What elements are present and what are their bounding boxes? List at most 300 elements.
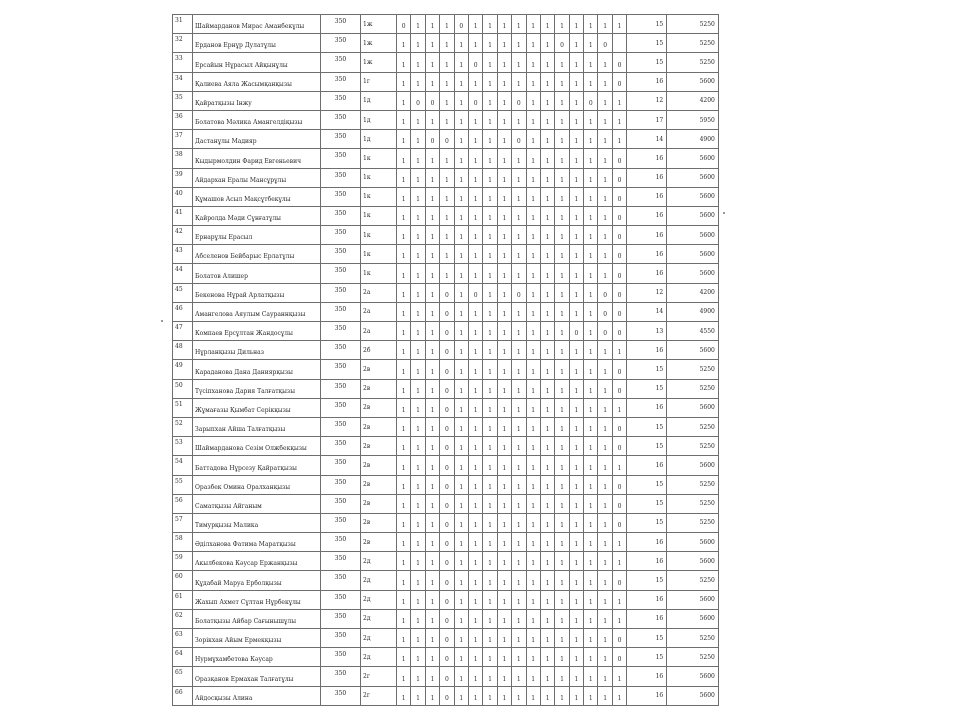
attendance-mark: 1 bbox=[454, 53, 468, 72]
attendance-mark: 1 bbox=[468, 571, 482, 590]
attendance-mark: 1 bbox=[397, 360, 411, 379]
attendance-mark: 0 bbox=[512, 283, 526, 302]
amount-sum: 5600 bbox=[667, 456, 719, 475]
attendance-mark: 1 bbox=[425, 648, 439, 667]
row-number: 41 bbox=[173, 206, 193, 225]
attendance-mark: 1 bbox=[555, 456, 569, 475]
student-name: Айдосқызы Алина bbox=[193, 686, 321, 705]
attendance-mark: 0 bbox=[440, 322, 454, 341]
attendance-mark: 1 bbox=[411, 648, 425, 667]
attendance-mark: 1 bbox=[454, 245, 468, 264]
attendance-mark: 1 bbox=[497, 264, 511, 283]
attendance-mark: 1 bbox=[397, 264, 411, 283]
attendance-mark: 1 bbox=[483, 513, 497, 532]
attendance-mark: 1 bbox=[397, 187, 411, 206]
attendance-mark: 1 bbox=[512, 110, 526, 129]
attendance-mark: 1 bbox=[612, 686, 626, 705]
attendance-mark: 1 bbox=[483, 552, 497, 571]
attendance-mark: 1 bbox=[397, 283, 411, 302]
attendance-mark: 1 bbox=[468, 149, 482, 168]
attendance-mark: 1 bbox=[584, 686, 598, 705]
attendance-mark: 1 bbox=[425, 149, 439, 168]
table-row bbox=[173, 629, 719, 648]
row-number: 53 bbox=[173, 437, 193, 456]
attendance-mark: 1 bbox=[569, 513, 583, 532]
attendance-mark: 1 bbox=[397, 456, 411, 475]
student-name: Ерданов Ернұр Дулатұлы bbox=[193, 34, 321, 53]
attendance-mark: 1 bbox=[540, 360, 554, 379]
attendance-mark: 1 bbox=[425, 609, 439, 628]
table-row bbox=[173, 494, 719, 513]
table-row bbox=[173, 533, 719, 552]
attendance-mark: 1 bbox=[468, 494, 482, 513]
attendance-mark: 0 bbox=[440, 130, 454, 149]
attendance-mark: 1 bbox=[483, 206, 497, 225]
attendance-mark: 1 bbox=[512, 206, 526, 225]
attendance-mark: 1 bbox=[397, 533, 411, 552]
student-name: Ерсайын Нұрасыл Айқынұлы bbox=[193, 53, 321, 72]
attendance-mark: 1 bbox=[555, 379, 569, 398]
attendance-mark: 1 bbox=[584, 245, 598, 264]
attendance-mark: 1 bbox=[584, 648, 598, 667]
attendance-mark: 1 bbox=[584, 360, 598, 379]
attendance-mark: 1 bbox=[555, 91, 569, 110]
days-total: 15 bbox=[627, 34, 667, 53]
attendance-mark: 1 bbox=[411, 168, 425, 187]
attendance-mark: 1 bbox=[526, 15, 540, 34]
attendance-mark: 1 bbox=[468, 360, 482, 379]
attendance-mark: 1 bbox=[598, 571, 612, 590]
attendance-mark: 1 bbox=[497, 110, 511, 129]
attendance-mark: 1 bbox=[483, 91, 497, 110]
row-number: 36 bbox=[173, 110, 193, 129]
attendance-mark: 1 bbox=[497, 341, 511, 360]
attendance-mark: 0 bbox=[440, 341, 454, 360]
attendance-mark: 1 bbox=[526, 168, 540, 187]
attendance-mark: 1 bbox=[569, 590, 583, 609]
table-row bbox=[173, 379, 719, 398]
attendance-mark: 1 bbox=[411, 226, 425, 245]
row-number: 54 bbox=[173, 456, 193, 475]
attendance-mark: 0 bbox=[440, 494, 454, 513]
attendance-mark: 1 bbox=[540, 667, 554, 686]
attendance-mark: 0 bbox=[440, 648, 454, 667]
days-total: 16 bbox=[627, 398, 667, 417]
class-label: 1ж bbox=[361, 34, 397, 53]
row-number: 62 bbox=[173, 609, 193, 628]
attendance-mark: 1 bbox=[468, 245, 482, 264]
table-row bbox=[173, 302, 719, 321]
days-total: 15 bbox=[627, 437, 667, 456]
attendance-mark: 1 bbox=[584, 494, 598, 513]
attendance-mark: 1 bbox=[526, 264, 540, 283]
student-name: Акылбекова Кәусар Ержанқызы bbox=[193, 552, 321, 571]
attendance-mark: 1 bbox=[512, 629, 526, 648]
attendance-mark: 1 bbox=[540, 571, 554, 590]
attendance-mark: 1 bbox=[526, 187, 540, 206]
class-label: 2в bbox=[361, 533, 397, 552]
attendance-mark: 1 bbox=[569, 437, 583, 456]
class-label: 1ж bbox=[361, 15, 397, 34]
attendance-mark: 0 bbox=[612, 302, 626, 321]
attendance-mark: 1 bbox=[555, 494, 569, 513]
student-name: Дастанұлы Мадияр bbox=[193, 130, 321, 149]
attendance-mark: 1 bbox=[526, 53, 540, 72]
attendance-mark: 1 bbox=[569, 494, 583, 513]
attendance-mark: 1 bbox=[425, 341, 439, 360]
attendance-mark: 0 bbox=[612, 437, 626, 456]
meal-price: 350 bbox=[321, 264, 361, 283]
attendance-mark: 1 bbox=[598, 648, 612, 667]
table-row bbox=[173, 245, 719, 264]
attendance-mark: 0 bbox=[584, 91, 598, 110]
meal-price: 350 bbox=[321, 341, 361, 360]
attendance-mark: 1 bbox=[397, 34, 411, 53]
table-row bbox=[173, 264, 719, 283]
attendance-mark: 1 bbox=[555, 15, 569, 34]
attendance-mark: 1 bbox=[397, 398, 411, 417]
attendance-mark: 1 bbox=[454, 283, 468, 302]
attendance-mark: 0 bbox=[612, 648, 626, 667]
attendance-mark: 1 bbox=[540, 686, 554, 705]
student-name: Болатов Алишер bbox=[193, 264, 321, 283]
days-total: 16 bbox=[627, 609, 667, 628]
attendance-mark: 0 bbox=[468, 53, 482, 72]
attendance-mark: 0 bbox=[612, 417, 626, 436]
student-name: Қалиева Аяла Жасымқанқызы bbox=[193, 72, 321, 91]
attendance-mark: 1 bbox=[397, 590, 411, 609]
attendance-mark: 1 bbox=[411, 360, 425, 379]
amount-sum: 5600 bbox=[667, 398, 719, 417]
attendance-mark: 1 bbox=[454, 149, 468, 168]
attendance-mark: 1 bbox=[411, 302, 425, 321]
days-total: 16 bbox=[627, 686, 667, 705]
attendance-mark: 1 bbox=[483, 398, 497, 417]
attendance-mark: 1 bbox=[584, 110, 598, 129]
row-number: 49 bbox=[173, 360, 193, 379]
meal-price: 350 bbox=[321, 187, 361, 206]
attendance-mark: 1 bbox=[397, 686, 411, 705]
days-total: 15 bbox=[627, 571, 667, 590]
attendance-mark: 1 bbox=[569, 34, 583, 53]
table-row bbox=[173, 206, 719, 225]
attendance-mark: 1 bbox=[540, 533, 554, 552]
attendance-mark: 1 bbox=[584, 533, 598, 552]
days-total: 16 bbox=[627, 168, 667, 187]
attendance-mark: 1 bbox=[612, 533, 626, 552]
attendance-mark: 1 bbox=[411, 667, 425, 686]
attendance-mark: 1 bbox=[540, 629, 554, 648]
days-total: 16 bbox=[627, 264, 667, 283]
class-label: 1д bbox=[361, 130, 397, 149]
attendance-mark: 0 bbox=[425, 91, 439, 110]
attendance-mark: 1 bbox=[483, 590, 497, 609]
attendance-mark: 1 bbox=[483, 379, 497, 398]
attendance-mark: 1 bbox=[397, 475, 411, 494]
class-label: 1к bbox=[361, 226, 397, 245]
attendance-mark: 1 bbox=[483, 341, 497, 360]
attendance-mark: 1 bbox=[425, 302, 439, 321]
attendance-mark: 1 bbox=[526, 226, 540, 245]
attendance-mark: 1 bbox=[425, 168, 439, 187]
attendance-mark: 1 bbox=[425, 15, 439, 34]
attendance-mark: 1 bbox=[584, 513, 598, 532]
attendance-mark: 1 bbox=[555, 475, 569, 494]
table-row bbox=[173, 130, 719, 149]
attendance-mark: 1 bbox=[425, 72, 439, 91]
attendance-mark: 1 bbox=[512, 379, 526, 398]
attendance-mark: 1 bbox=[598, 552, 612, 571]
attendance-mark: 0 bbox=[598, 322, 612, 341]
attendance-mark: 1 bbox=[540, 226, 554, 245]
attendance-mark: 1 bbox=[526, 609, 540, 628]
row-number: 50 bbox=[173, 379, 193, 398]
attendance-mark: 1 bbox=[497, 245, 511, 264]
attendance-mark: 1 bbox=[540, 264, 554, 283]
student-name: Әділханова Фатима Маратқызы bbox=[193, 533, 321, 552]
attendance-mark: 1 bbox=[569, 15, 583, 34]
attendance-mark: 1 bbox=[497, 130, 511, 149]
amount-sum: 5600 bbox=[667, 590, 719, 609]
attendance-mark: 1 bbox=[540, 322, 554, 341]
row-number: 44 bbox=[173, 264, 193, 283]
student-name: Жахып Ахмет Сұлтан Нұрбекұлы bbox=[193, 590, 321, 609]
attendance-mark: 1 bbox=[497, 437, 511, 456]
attendance-mark: 1 bbox=[598, 72, 612, 91]
attendance-mark: 1 bbox=[584, 187, 598, 206]
attendance-mark: 1 bbox=[584, 437, 598, 456]
attendance-mark: 1 bbox=[512, 72, 526, 91]
attendance-mark: 1 bbox=[454, 456, 468, 475]
days-total: 16 bbox=[627, 590, 667, 609]
attendance-mark: 1 bbox=[584, 341, 598, 360]
meal-price: 350 bbox=[321, 456, 361, 475]
amount-sum: 5600 bbox=[667, 667, 719, 686]
attendance-mark: 1 bbox=[584, 206, 598, 225]
attendance-mark: 1 bbox=[540, 341, 554, 360]
attendance-mark: 1 bbox=[454, 552, 468, 571]
attendance-mark: 1 bbox=[569, 609, 583, 628]
meal-price: 350 bbox=[321, 398, 361, 417]
attendance-mark: 1 bbox=[598, 149, 612, 168]
attendance-mark: 1 bbox=[468, 130, 482, 149]
attendance-mark: 1 bbox=[497, 15, 511, 34]
attendance-mark: 1 bbox=[598, 475, 612, 494]
attendance-mark: 1 bbox=[512, 437, 526, 456]
row-number: 40 bbox=[173, 187, 193, 206]
row-number: 64 bbox=[173, 648, 193, 667]
attendance-mark: 1 bbox=[454, 686, 468, 705]
attendance-mark: 1 bbox=[454, 379, 468, 398]
student-name: Жұмағазы Қымбат Серікқызы bbox=[193, 398, 321, 417]
attendance-mark: 1 bbox=[483, 475, 497, 494]
amount-sum: 5600 bbox=[667, 341, 719, 360]
meal-price: 350 bbox=[321, 379, 361, 398]
amount-sum: 5950 bbox=[667, 110, 719, 129]
attendance-mark: 1 bbox=[425, 264, 439, 283]
table-row bbox=[173, 648, 719, 667]
attendance-mark: 0 bbox=[411, 91, 425, 110]
amount-sum: 5250 bbox=[667, 417, 719, 436]
table-row bbox=[173, 686, 719, 705]
attendance-mark: 1 bbox=[540, 168, 554, 187]
attendance-mark: 1 bbox=[555, 552, 569, 571]
row-number: 46 bbox=[173, 302, 193, 321]
attendance-mark: 1 bbox=[584, 130, 598, 149]
attendance-mark: 1 bbox=[598, 168, 612, 187]
attendance-mark: 0 bbox=[440, 667, 454, 686]
meal-price: 350 bbox=[321, 533, 361, 552]
class-label: 2а bbox=[361, 283, 397, 302]
attendance-mark: 1 bbox=[555, 360, 569, 379]
days-total: 16 bbox=[627, 456, 667, 475]
attendance-mark: 1 bbox=[598, 437, 612, 456]
meal-price: 350 bbox=[321, 226, 361, 245]
attendance-mark: 1 bbox=[468, 110, 482, 129]
attendance-mark: 1 bbox=[540, 475, 554, 494]
attendance-mark: 0 bbox=[440, 629, 454, 648]
attendance-mark: 1 bbox=[612, 110, 626, 129]
attendance-mark: 1 bbox=[497, 629, 511, 648]
attendance-mark: 1 bbox=[540, 206, 554, 225]
days-total: 12 bbox=[627, 283, 667, 302]
attendance-mark: 1 bbox=[483, 648, 497, 667]
attendance-mark: 1 bbox=[440, 72, 454, 91]
attendance-mark: 1 bbox=[397, 513, 411, 532]
attendance-mark: 1 bbox=[512, 360, 526, 379]
amount-sum: 5600 bbox=[667, 533, 719, 552]
attendance-mark: 1 bbox=[397, 437, 411, 456]
student-name: Компаев Ерсұлтан Жандосұлы bbox=[193, 322, 321, 341]
attendance-mark: 1 bbox=[526, 475, 540, 494]
attendance-mark: 1 bbox=[569, 360, 583, 379]
attendance-mark: 1 bbox=[526, 302, 540, 321]
attendance-mark: 1 bbox=[440, 264, 454, 283]
attendance-mark: 1 bbox=[612, 341, 626, 360]
amount-sum: 5600 bbox=[667, 149, 719, 168]
attendance-mark: 0 bbox=[598, 283, 612, 302]
attendance-mark: 1 bbox=[468, 72, 482, 91]
attendance-mark bbox=[612, 34, 626, 53]
meal-price: 350 bbox=[321, 552, 361, 571]
attendance-mark: 1 bbox=[411, 206, 425, 225]
attendance-mark: 1 bbox=[411, 264, 425, 283]
attendance-mark: 1 bbox=[598, 187, 612, 206]
attendance-mark: 1 bbox=[483, 302, 497, 321]
attendance-mark: 1 bbox=[497, 206, 511, 225]
row-number: 48 bbox=[173, 341, 193, 360]
attendance-mark: 0 bbox=[440, 571, 454, 590]
attendance-mark: 1 bbox=[454, 72, 468, 91]
attendance-mark: 1 bbox=[598, 494, 612, 513]
attendance-mark: 1 bbox=[512, 149, 526, 168]
attendance-mark: 0 bbox=[440, 590, 454, 609]
attendance-mark: 1 bbox=[468, 15, 482, 34]
attendance-mark: 1 bbox=[598, 264, 612, 283]
attendance-mark: 1 bbox=[468, 590, 482, 609]
table-row bbox=[173, 360, 719, 379]
attendance-mark: 1 bbox=[569, 72, 583, 91]
attendance-mark: 1 bbox=[598, 629, 612, 648]
attendance-mark: 1 bbox=[425, 226, 439, 245]
meal-price: 350 bbox=[321, 513, 361, 532]
attendance-mark: 1 bbox=[584, 629, 598, 648]
attendance-mark: 1 bbox=[454, 629, 468, 648]
attendance-mark: 1 bbox=[411, 590, 425, 609]
attendance-mark: 1 bbox=[512, 187, 526, 206]
attendance-mark: 1 bbox=[512, 264, 526, 283]
attendance-mark: 1 bbox=[569, 667, 583, 686]
attendance-mark: 1 bbox=[483, 72, 497, 91]
attendance-mark: 1 bbox=[468, 206, 482, 225]
attendance-mark: 1 bbox=[512, 667, 526, 686]
class-label: 2в bbox=[361, 379, 397, 398]
row-number: 58 bbox=[173, 533, 193, 552]
attendance-mark: 1 bbox=[512, 168, 526, 187]
student-name: Нурмұхамбетова Кәусар bbox=[193, 648, 321, 667]
student-name: Болатқызы Айбар Сағынышұлы bbox=[193, 609, 321, 628]
attendance-mark: 1 bbox=[512, 648, 526, 667]
attendance-mark: 1 bbox=[555, 72, 569, 91]
attendance-mark: 1 bbox=[598, 53, 612, 72]
amount-sum: 5250 bbox=[667, 513, 719, 532]
class-label: 1к bbox=[361, 245, 397, 264]
attendance-mark: 1 bbox=[512, 53, 526, 72]
row-number: 55 bbox=[173, 475, 193, 494]
attendance-mark: 1 bbox=[526, 110, 540, 129]
days-total: 15 bbox=[627, 53, 667, 72]
attendance-mark: 0 bbox=[612, 149, 626, 168]
attendance-mark: 1 bbox=[584, 15, 598, 34]
student-name: Шаймарданова Сезім Олжбекқызы bbox=[193, 437, 321, 456]
attendance-mark: 1 bbox=[540, 513, 554, 532]
meal-price: 350 bbox=[321, 494, 361, 513]
attendance-mark: 0 bbox=[425, 130, 439, 149]
attendance-mark: 0 bbox=[440, 552, 454, 571]
attendance-mark: 1 bbox=[454, 130, 468, 149]
attendance-mark: 1 bbox=[555, 533, 569, 552]
attendance-mark: 0 bbox=[440, 533, 454, 552]
attendance-mark: 1 bbox=[584, 379, 598, 398]
attendance-mark: 1 bbox=[584, 398, 598, 417]
attendance-mark: 1 bbox=[526, 667, 540, 686]
attendance-mark: 0 bbox=[612, 245, 626, 264]
attendance-mark: 1 bbox=[497, 149, 511, 168]
attendance-mark: 1 bbox=[425, 110, 439, 129]
student-name: Зарыпхан Айша Талғатқызы bbox=[193, 417, 321, 436]
attendance-mark: 1 bbox=[468, 226, 482, 245]
attendance-mark: 1 bbox=[468, 341, 482, 360]
meal-price: 350 bbox=[321, 130, 361, 149]
attendance-mark: 0 bbox=[440, 686, 454, 705]
attendance-mark: 1 bbox=[512, 590, 526, 609]
attendance-mark: 1 bbox=[497, 475, 511, 494]
attendance-mark: 1 bbox=[397, 379, 411, 398]
attendance-mark: 1 bbox=[555, 398, 569, 417]
student-name: Оразқанов Ермахан Талғатұлы bbox=[193, 667, 321, 686]
student-name: Абселенов Бейбарыс Ерлатұлы bbox=[193, 245, 321, 264]
attendance-mark: 0 bbox=[555, 34, 569, 53]
attendance-mark: 1 bbox=[569, 552, 583, 571]
attendance-mark: 1 bbox=[584, 283, 598, 302]
attendance-mark: 1 bbox=[483, 686, 497, 705]
amount-sum: 5600 bbox=[667, 72, 719, 91]
meal-price: 350 bbox=[321, 15, 361, 34]
attendance-mark: 1 bbox=[497, 72, 511, 91]
attendance-mark: 1 bbox=[483, 437, 497, 456]
table-row bbox=[173, 53, 719, 72]
attendance-mark: 1 bbox=[425, 34, 439, 53]
